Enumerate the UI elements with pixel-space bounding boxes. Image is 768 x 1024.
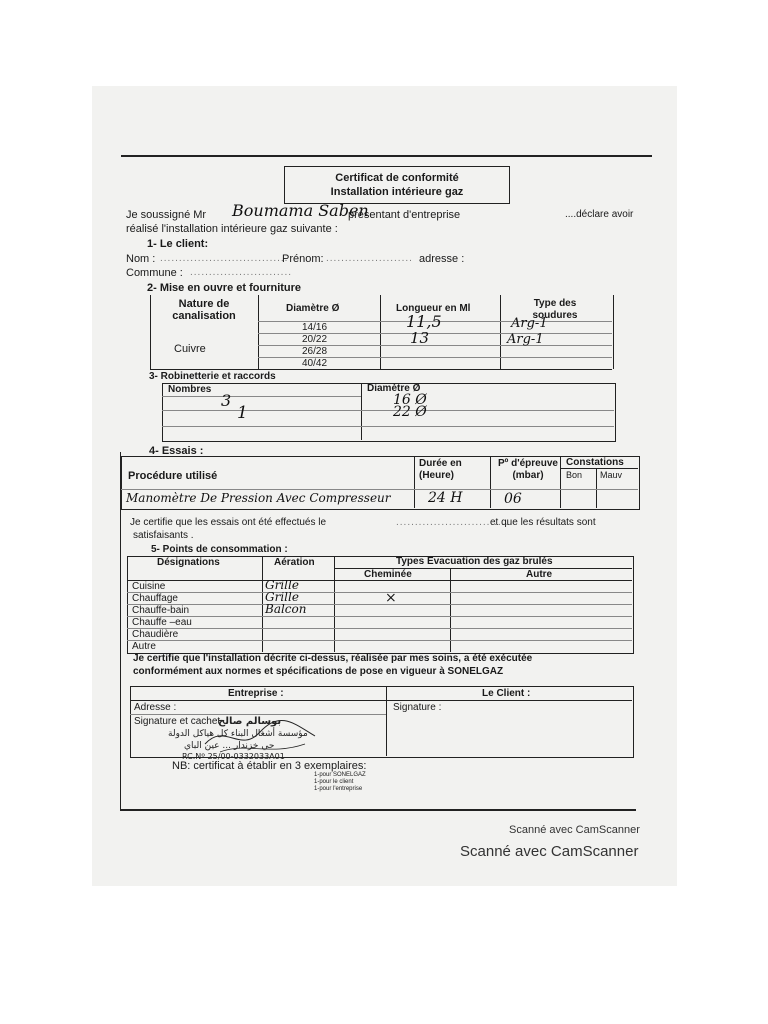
col-soudures: Type des soudures: [532, 298, 578, 321]
nb-text: NB: certificat à établir en 3 exemplaires:: [172, 760, 367, 772]
diam-row-2: 20/22: [302, 334, 328, 345]
sonelgaz-brand: SONELGAZ: [447, 666, 504, 677]
diam-row-3: 26/28: [302, 346, 328, 357]
top-rule: [121, 155, 652, 157]
raccord-diam-row-1: 16 Ø: [393, 392, 427, 408]
certify-tests-line2: satisfaisants .: [133, 530, 194, 541]
designation-row-3: Chauffe-bain: [132, 605, 190, 616]
section1-heading: 1- Le client:: [147, 238, 209, 250]
client-signature-label: Signature :: [393, 702, 442, 713]
longueur-row-2: 13: [410, 329, 430, 347]
designation-row-4: Chauffe –eau: [132, 617, 192, 628]
signer-name: Boumama Saben: [232, 201, 369, 220]
col-procedure: Procédure utilisé: [128, 470, 218, 482]
commune-label: Commune :: [126, 267, 183, 279]
commune-dots: ...........................: [190, 267, 293, 278]
col-pression: Pº d'épreuve (mbar): [498, 458, 558, 481]
consumption-header-line: [127, 580, 632, 581]
consumption-row-line-2: [127, 604, 632, 605]
signature-col-sep: [386, 686, 387, 756]
col-designations: Désignations: [157, 557, 220, 568]
test-procedure-value: Manomètre De Pression Avec Compresseur: [126, 491, 391, 505]
section3-heading: 3- Robinetterie et raccords: [149, 371, 276, 382]
fittings-line-c: [162, 426, 614, 427]
aeration-row-1: Grille: [265, 578, 299, 592]
col-longueur: Longueur en Ml: [396, 303, 471, 314]
consumption-row-line-3: [127, 616, 632, 617]
nb-item-2: 1-pour le client: [314, 779, 354, 785]
signature-header-line: [130, 700, 632, 701]
document-subtitle: Installation intérieure gaz: [330, 186, 464, 198]
stamp-company: مؤسسة أشغال البناء كل هياكل الدولة: [168, 729, 308, 739]
left-border: [120, 452, 121, 810]
col-aeration: Aération: [274, 557, 315, 568]
col-bon: Bon: [566, 470, 583, 480]
intro-line2: réalisé l'installation intérieure gaz suivante :: [126, 223, 338, 235]
aeration-row-2: Grille: [265, 590, 299, 604]
tests-col-sep-4: [596, 468, 597, 508]
entreprise-header: Entreprise :: [228, 688, 284, 699]
col-constations: Constations: [566, 457, 624, 468]
material: Cuivre: [174, 343, 206, 355]
tests-row-line: [121, 489, 638, 490]
scan-watermark-large: Scanné avec CamScanner: [460, 843, 639, 860]
prenom-label: Prénom:: [282, 253, 324, 265]
consumption-row-line-5: [127, 640, 632, 641]
cheminee-row-2: ×: [385, 590, 397, 606]
section5-heading: 5- Points de consommation :: [151, 544, 288, 555]
certify-tests-suffix: et que les résultats sont: [490, 517, 596, 528]
nombre-row-1: 3: [221, 391, 232, 410]
col-duree: Durée en (Heure): [419, 458, 462, 481]
scan-watermark-small: Scanné avec CamScanner: [509, 824, 640, 836]
aeration-row-3: Balcon: [265, 602, 307, 616]
signature-cachet-label: Signature et cachet: [134, 716, 221, 727]
col-nombres: Nombres: [168, 384, 212, 395]
designation-row-6: Autre: [132, 641, 156, 652]
supply-bottom-line: [150, 369, 612, 370]
adresse-label: adresse :: [419, 253, 465, 265]
col-mauv: Mauv: [600, 470, 623, 480]
stamp-address: حي خزندار ... عين الباي: [184, 741, 275, 751]
certify-tests-dots: ..............................: [396, 517, 510, 528]
fittings-col-sep: [361, 383, 362, 440]
prenom-dots: .......................: [326, 253, 413, 264]
col-diametre: Diamètre Ø: [286, 303, 340, 314]
intro-prefix: Je soussigné Mr: [126, 209, 207, 221]
test-duree-value: 24 H: [428, 490, 463, 506]
designation-row-1: Cuisine: [132, 581, 166, 592]
diam-row-4: 40/42: [302, 358, 328, 369]
tests-col-sep-1: [414, 456, 415, 508]
client-header: Le Client :: [482, 688, 531, 699]
col-cheminee: Cheminée: [364, 569, 412, 580]
nombre-row-2: 1: [237, 403, 248, 423]
section2-heading: 2- Mise en ouvre et fourniture: [147, 282, 302, 294]
bottom-rule: [120, 809, 636, 811]
stamp-rc: RC.Nº 25/00-0332033A01: [182, 752, 285, 761]
tests-col-sep-2: [490, 456, 491, 508]
soudure-row-2: Arg-1: [507, 332, 544, 347]
consumption-row-line-4: [127, 628, 632, 629]
adresse-entreprise-label: Adresse :: [134, 702, 177, 713]
consumption-row-line-1: [127, 592, 632, 593]
signature-scribble: [200, 714, 320, 760]
nom-dots: ..................................: [160, 253, 289, 264]
nom-label: Nom :: [126, 253, 156, 265]
diam-row-1: 14/16: [302, 322, 328, 333]
stamp-name: بوسالم صالح: [218, 716, 282, 727]
fittings-line-b: [162, 410, 614, 411]
declaration-line1: Je certifie que l'installation décrite ci-dessus, réalisée par mes soins, a été exécutée: [133, 653, 533, 664]
certify-tests-prefix: Je certifie que les essais ont été effectués le: [130, 517, 327, 528]
section4-heading: 4- Essais :: [149, 445, 204, 457]
declaration-line2-text: conformément aux normes et spécifications de pose en vigueur à: [133, 666, 445, 677]
declaration-line2: [133, 667, 503, 677]
nb-item-3: 1-pour l'entreprise: [314, 786, 363, 792]
col-diametre-raccords: Diamètre Ø: [367, 383, 421, 394]
designation-row-5: Chaudière: [132, 629, 179, 640]
intro-mid: présentant d'entreprise: [348, 209, 461, 221]
title-box: [284, 166, 510, 204]
longueur-row-1: 11,5: [406, 312, 442, 331]
document-title: Certificat de conformité: [335, 172, 459, 184]
nb-item-1: 1-pour SONELGAZ: [314, 772, 366, 778]
col-nature: Nature de canalisation: [172, 298, 236, 322]
fittings-line-a: [162, 396, 361, 397]
tests-col-sep-3: [560, 456, 561, 508]
col-types-evacuation: Types Evacuation des gaz brulés: [396, 556, 553, 567]
designation-row-2: Chauffage: [132, 593, 178, 604]
tests-constations-line: [560, 468, 638, 469]
raccord-diam-row-2: 22 Ø: [393, 404, 427, 420]
soudure-row-1: Arg-1: [511, 316, 548, 331]
col-autre: Autre: [526, 569, 553, 580]
test-pression-value: 06: [504, 491, 522, 507]
intro-suffix: ....déclare avoir: [565, 209, 634, 220]
